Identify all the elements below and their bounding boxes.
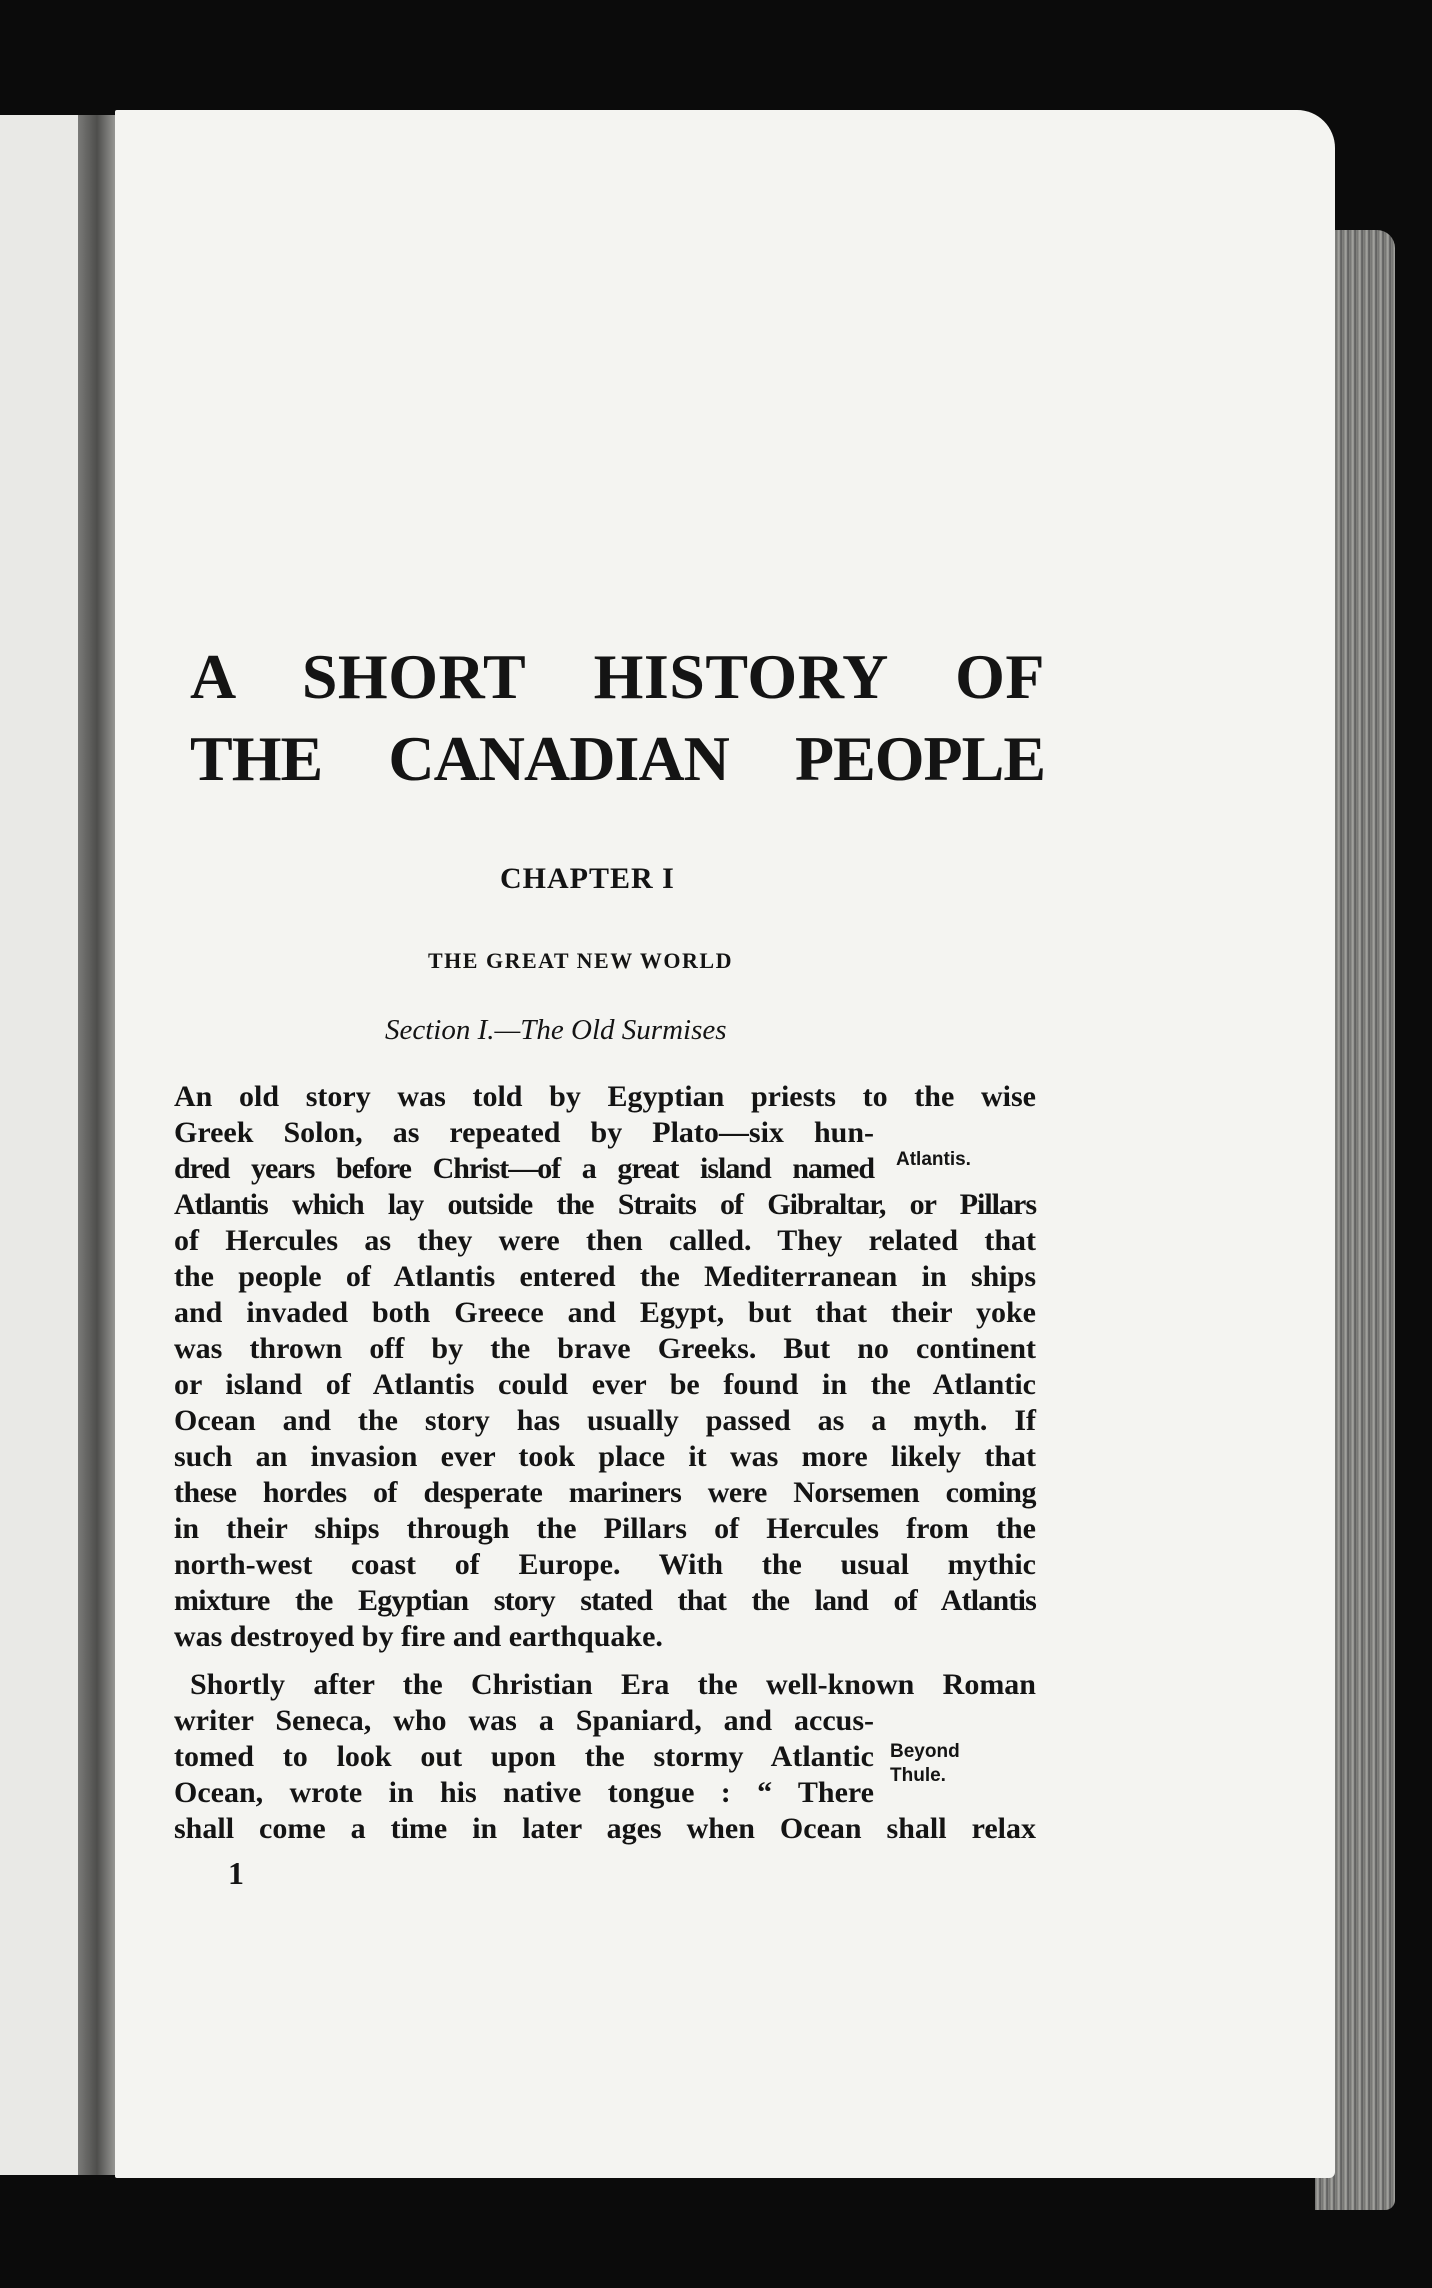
paragraph-line: was thrown off by the brave Greeks. But no continent <box>174 1332 1036 1365</box>
paragraph-line: was destroyed by fire and earthquake. <box>174 1620 663 1653</box>
sidenote-atlantis: Atlantis. <box>896 1149 971 1170</box>
paragraph-line: mixture the Egyptian story stated that the land of Atlantis <box>174 1584 1036 1617</box>
paragraph-line: An old story was told by Egyptian priests to the wise <box>174 1080 1036 1113</box>
book-title-line-2: THE CANADIAN PEOPLE <box>190 723 1045 794</box>
paragraph-line: dred years before Christ—of a great island named <box>174 1152 874 1185</box>
paragraph-line: and invaded both Greece and Egypt, but that their yoke <box>174 1296 1036 1329</box>
paragraph-line: of Hercules as they were then called. They related that <box>174 1224 1036 1257</box>
paragraph-line: shall come a time in later ages when Ocean shall relax <box>174 1812 1036 1845</box>
chapter-title: THE GREAT NEW WORLD <box>428 948 733 973</box>
paragraph-line: these hordes of desperate mariners were Norsemen coming <box>174 1476 1036 1509</box>
chapter-heading: CHAPTER I <box>500 862 675 895</box>
paragraph-line: north-west coast of Europe. With the usual mythic <box>174 1548 1036 1581</box>
paragraph-line: Ocean, wrote in his native tongue : “ There <box>174 1776 874 1809</box>
page-number: 1 <box>228 1855 244 1891</box>
paragraph-line: or island of Atlantis could ever be found in the Atlantic <box>174 1368 1036 1401</box>
sidenote-beyond-thule-line-2: Thule. <box>890 1765 946 1786</box>
paragraph-line: Shortly after the Christian Era the well-known Roman <box>190 1668 1036 1701</box>
sidenote-beyond-thule-line-1: Beyond <box>890 1741 960 1762</box>
paragraph-line: Atlantis which lay outside the Straits of Gibraltar, or Pillars <box>174 1188 1036 1221</box>
paragraph-line: writer Seneca, who was a Spaniard, and accus- <box>174 1704 874 1737</box>
paragraph-line: Greek Solon, as repeated by Plato—six hun- <box>174 1116 874 1149</box>
paragraph-line: in their ships through the Pillars of Hercules from the <box>174 1512 1036 1545</box>
paragraph-line: Ocean and the story has usually passed as a myth. If <box>174 1404 1036 1437</box>
paragraph-line: such an invasion ever took place it was more likely that <box>174 1440 1036 1473</box>
book-gutter-shadow <box>78 115 116 2175</box>
book-title-line-1: A SHORT HISTORY OF <box>190 641 1045 712</box>
paragraph-line: the people of Atlantis entered the Mediterranean in ships <box>174 1260 1036 1293</box>
paragraph-line: tomed to look out upon the stormy Atlantic <box>174 1740 874 1773</box>
section-heading: Section I.—The Old Surmises <box>385 1014 727 1046</box>
